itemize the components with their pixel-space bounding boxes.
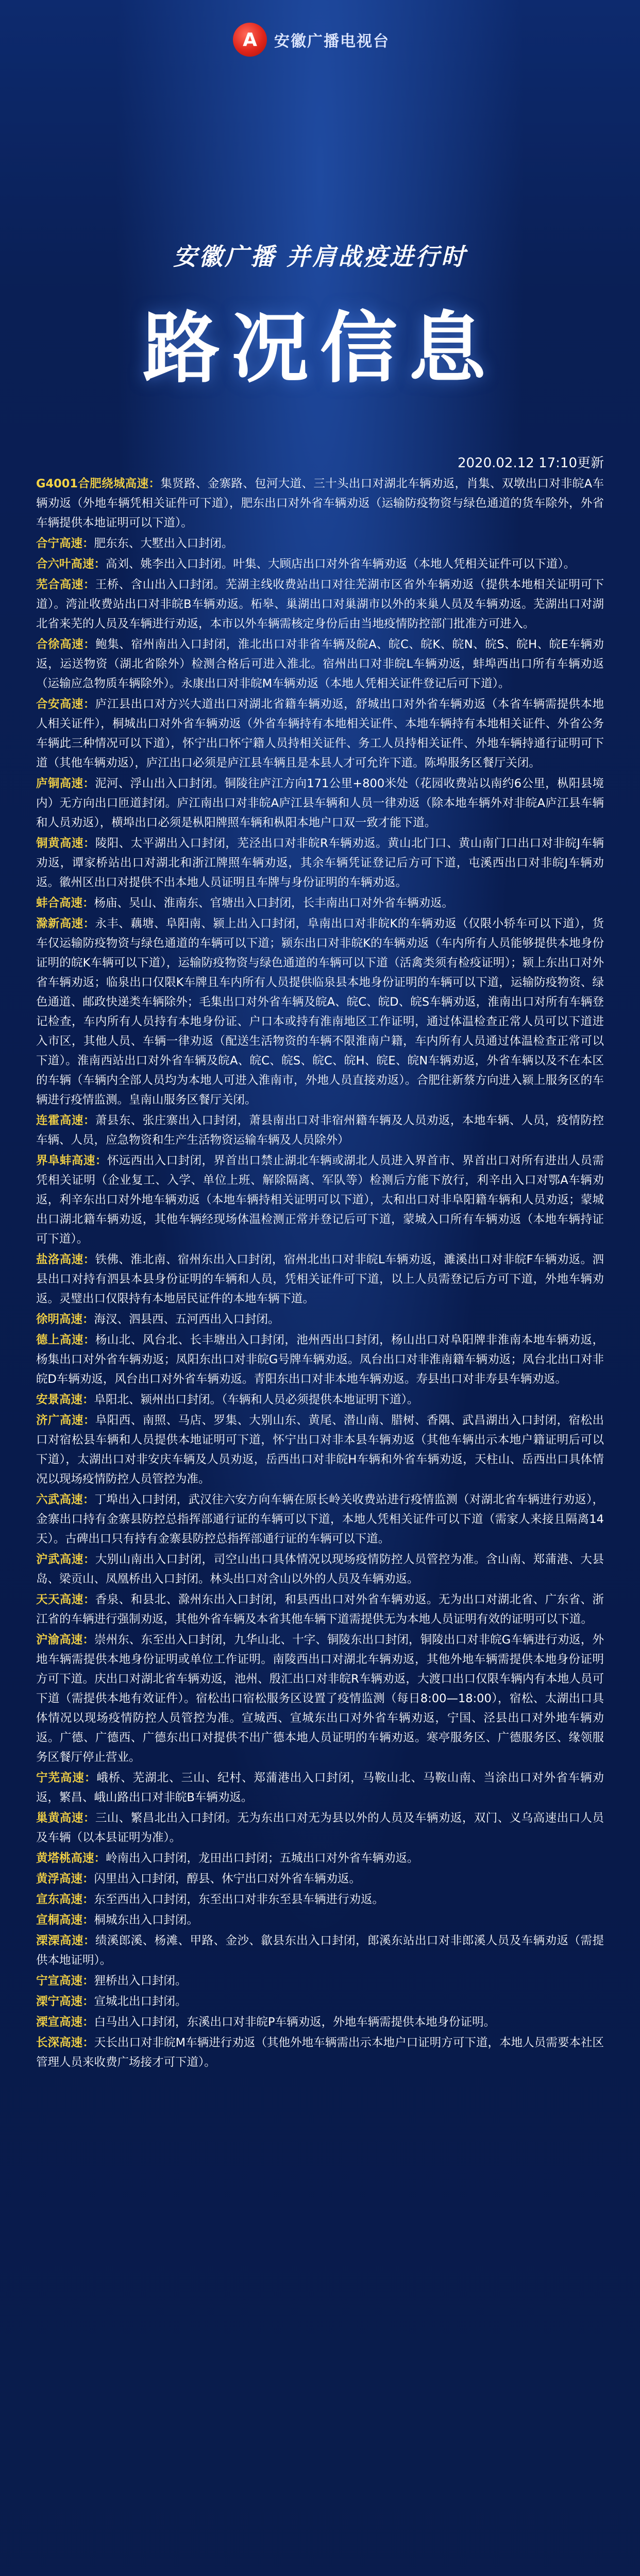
road-name: 合安高速： (36, 698, 95, 711)
road-name: 济广高速： (36, 1414, 95, 1427)
road-entry (36, 1768, 604, 1808)
road-status: 泥河、浮山出入口封闭。铜陵往庐江方向171公里+800米处（花园收费站以南约6公里，枞阳县境内）无方向出口匝道封闭。庐江南出口对非皖A庐江县车辆和人员一律劝返（除本地车辆外对非皖A庐江县车辆和人员劝返），横埠出口必须是枞阳牌照车辆和枞阳本地户口双一致才能下道。 (36, 777, 604, 829)
road-status: 杨庙、吴山、淮南东、官塘出入口封闭，长丰南出口对外省车辆劝返。 (94, 896, 454, 910)
page-title: 路况信息 (142, 303, 497, 394)
road-name: G4001合肥绕城高速： (36, 477, 161, 490)
road-entry (36, 2012, 604, 2033)
road-entry (36, 575, 604, 635)
road-status: 崇州东、东至出入口封闭，九华山北、十字、铜陵东出口封闭，铜陵出口对非皖G车辆进行劝返，外地车辆需提供本地身份证明或单位工作证明。南陵西出口对湖北车辆劝返，其他外地车辆需提供本地身份证明方可下道。庆出口对湖北省车辆劝返，池州、殷汇出口对非皖R车辆劝返，大渡口出口仅限车辆内有本地人员可下道（需提供本地有效证件）。宿松出口宿松服务区设置了疫情监测（每日8:00—18:00），宿松、太湖出口具体情况以现场疫情防控人员管控为准。宣城西、宣城东出口对外省车辆劝返，宁国、泾县出口对外地车辆劝返。广德、广德西、广德东出口对提供不出广德本地人员证明的车辆劝返。寒亭服务区、广德服务区、缘领服务区餐厅停止营业。 (36, 1633, 604, 1764)
road-entry (36, 1931, 604, 1971)
road-status: 萧县东、张庄寨出入口封闭，萧县南出口对非宿州籍车辆及人员劝返，本地车辆、人员，疫情防控车辆、人员，应急物资和生产生活物资运输车辆及人员除外） (36, 1114, 604, 1147)
road-status: 集贤路、金寨路、包河大道、三十头出口对湖北车辆劝返，肖集、双墩出口对非皖A车辆劝返（外地车辆凭相关证件可下道），肥东出口对外省车辆劝返（运输防疫物资与绿色通道的货车除外，外省车辆提供本地证明可以下道）。 (36, 477, 604, 530)
road-name: 沪武高速： (36, 1553, 95, 1566)
road-name: 徐明高速： (36, 1313, 94, 1326)
road-entry (36, 2033, 604, 2073)
road-status: 丁埠出入口封闭，武汉往六安方向车辆在原长岭关收费站进行疫情监测（对湖北省车辆进行劝返），金寨出口持有金寨县防控总指挥部通行证的车辆可以下道，本地人凭相关证件可以下道（需家人来接且隔离14天）。古碑出口只有持有金寨县防控总指挥部通行证的车辆可以下道。 (36, 1493, 604, 1546)
road-status: 东至西出入口封闭，东至出口对非东至县车辆进行劝返。 (94, 1893, 384, 1906)
road-entry (36, 1151, 604, 1250)
road-entry (36, 914, 604, 1111)
logo-icon: A (233, 23, 267, 57)
road-name: 天天高速： (36, 1593, 95, 1606)
road-entry (36, 1550, 604, 1590)
road-name: 宣桐高速： (36, 1913, 94, 1927)
road-name: 合宁高速： (36, 537, 94, 550)
road-entry (36, 1111, 604, 1151)
road-entry (36, 1310, 604, 1330)
road-status: 宣城北出口封闭。 (94, 1995, 187, 2008)
road-name: 宁宣高速： (36, 1974, 94, 1988)
road-status: 杨山北、风台北、长丰塘出入口封闭，池州西出口封闭，杨山出口对阜阳牌非淮南本地车辆劝返，杨集出口对外省车辆劝返；凤阳东出口对非皖G号牌车辆劝返。凤台出口对非淮南籍车辆劝返；凤台北出口对非皖D车辆劝返，风台出口对外省车辆劝返。青阳东出口对非本地车辆劝返。寿县出口对非寿县车辆劝返。 (36, 1333, 604, 1386)
road-status: 白马出入口封闭，东溪出口对非皖P车辆劝返，外地车辆需提供本地身份证明。 (94, 2015, 496, 2029)
road-status: 大别山南出入口封闭，司空山出口具体情况以现场疫情防控人员管控为准。含山南、郑蒲港、大县岛、梁贡山、凤凰桥出入口封闭。林头出口对含山以外的人员及车辆劝返。 (36, 1553, 604, 1586)
road-list (36, 474, 604, 2576)
road-entry (36, 635, 604, 694)
road-entry (36, 1869, 604, 1890)
road-name: 庐铜高速： (36, 777, 95, 790)
road-entry (36, 1971, 604, 1992)
road-entry (36, 1849, 604, 1869)
road-name: 铜黄高速： (36, 837, 95, 850)
road-status: 铁佛、淮北南、宿州东出入口封闭，宿州北出口对非皖L车辆劝返，濉溪出口对非皖F车辆劝返。泗县出口对持有泗县本县身份证明的车辆和人员，凭相关证件可下道，以上人员需登记后方可下道，外地车辆劝返。灵璧出口仅限持有本地居民证件的本地车辆下道。 (36, 1253, 604, 1306)
road-entry (36, 534, 604, 554)
header-bar (0, 0, 640, 108)
road-status: 高刘、姚李出入口封闭。叶集、大顾店出口对外省车辆劝返（本地人凭相关证件可以下道）。 (106, 557, 576, 571)
road-status: 阜阳北、颍州出口封闭。（车辆和人员必须提供本地证明下道）。 (94, 1393, 419, 1406)
road-name: 巢黄高速： (36, 1811, 95, 1825)
road-entry (36, 694, 604, 774)
road-name: 盐洛高速： (36, 1253, 95, 1266)
road-name: 黄塔桃高速： (36, 1852, 106, 1865)
road-entry (36, 1910, 604, 1931)
road-name: 长深高速： (36, 2036, 94, 2049)
road-status: 绩溪郎溪、杨滩、甲路、金沙、歙县东出入口封闭，郎溪东站出口对非郎溪人员及车辆劝返（需提供本地证明）。 (36, 1934, 604, 1967)
road-status: 桐城东出入口封闭。 (94, 1913, 199, 1927)
road-items (36, 474, 604, 2073)
road-status: 鲍集、宿州南出入口封闭，淮北出口对非省车辆及皖A、皖C、皖K、皖N、皖S、皖H、皖E车辆劝返，运送物资（湖北省除外）检测合格后可进入淮北。宿州出口对非皖L车辆劝返，蚌埠西出口所有车辆劝返（运输应急物质车辆除外）。永康出口对非皖M车辆劝返（本地人凭相关证件登记后可下道）。 (36, 638, 604, 690)
road-name: 溧宁高速： (36, 1995, 94, 2008)
road-entry (36, 554, 604, 575)
road-name: 黄浮高速： (36, 1872, 94, 1886)
road-entry (36, 1330, 604, 1390)
road-name: 芜合高速： (36, 578, 95, 591)
road-entry (36, 1992, 604, 2012)
road-entry (36, 834, 604, 893)
road-entry (36, 1890, 604, 1910)
road-name: 德上高速： (36, 1333, 95, 1347)
road-name: 合六叶高速： (36, 557, 106, 571)
road-status: 王桥、含山出入口封闭。芜湖主线收费站出口对往芜湖市区省外车辆劝返（提供本地相关证明可下道）。湾沚收费站出口对非皖B车辆劝返。柘皋、巢湖出口对巢湖市以外的来巢人员及车辆劝返。芜湖出口对湖北省来芜的人员及车辆进行劝返，本市以外车辆需核定身份后由当地疫情防控部门批准方可进入。 (36, 578, 604, 631)
road-status: 闪里出入口封闭，醇县、休宁出口对外省车辆劝返。 (94, 1872, 361, 1886)
road-name: 沪渝高速： (36, 1633, 94, 1647)
road-name: 溧溧高速： (36, 1934, 95, 1947)
road-entry (36, 1250, 604, 1310)
road-name: 六武高速： (36, 1493, 95, 1506)
road-name: 滁新高速： (36, 917, 95, 930)
road-status: 肥东东、大墅出入口封闭。 (94, 537, 233, 550)
road-entry (36, 774, 604, 834)
road-status: 阜阳西、南照、马店、罗集、大别山东、黄尾、潜山南、腊树、香隅、武昌湖出入口封闭，宿松出口对宿松县车辆和人员提供本地证明可下道，怀宁出口对非本县车辆劝返（其他车辆出示本地户籍证明后可以下道），太湖出口对非安庆车辆及人员劝返，岳西出口对非皖H车辆和外省车辆劝返，天柱山、岳西出口具体情况以现场疫情防控人员管控为准。 (36, 1414, 604, 1486)
road-name: 蚌合高速： (36, 896, 94, 910)
road-entry (36, 1630, 604, 1768)
road-status: 峨桥、芜湖北、三山、纪村、郑蒲港出入口封闭，马鞍山北、马鞍山南、当涂出口对外省车辆劝返，繁昌、峨山路出口对非皖B车辆劝返。 (36, 1771, 604, 1804)
update-timestamp: 2020.02.12 17:10更新 (457, 455, 604, 471)
road-name: 界阜蚌高速： (36, 1154, 107, 1167)
road-entry (36, 474, 604, 534)
road-entry (36, 893, 604, 914)
road-entry (36, 1411, 604, 1490)
road-entry (36, 1390, 604, 1411)
road-name: 安景高速： (36, 1393, 94, 1406)
logo-text: 安徽广播电视台 (274, 32, 390, 50)
road-name: 溧宣高速： (36, 2015, 94, 2029)
road-status: 庐江县出口对方兴大道出口对湖北省籍车辆劝返，舒城出口对外省车辆劝返（本省车辆需提供本地人相关证件），桐城出口对外省车辆劝返（外省车辆持有本地相关证件、本地车辆持有本地相关证件、外省公务车辆此三种情况可以下道），怀宁出口怀宁籍人员持相关证件、务工人员持相关证件、外地车辆持通行证明可下道（其他车辆劝返），庐江出口必须是庐江县车辆且是本县人才可允许下道。陈埠服务区餐厅关闭。 (36, 698, 604, 770)
road-status: 陵阳、太平湖出入口封闭，芜泾出口对非皖R车辆劝返。黄山北门口、黄山南门口出口对非皖J车辆劝返，谭家桥站出口对湖北和浙江牌照车辆劝返，其余车辆凭证登记后方可下道，屯溪西出口对非皖J车辆劝返。徽州区出口对提供不出本地人员证明且车牌与身份证明的车辆劝返。 (36, 837, 604, 889)
road-status: 岭南出入口封闭，龙田出口封闭；五城出口对外省车辆劝返。 (106, 1852, 419, 1865)
road-status: 永丰、藕塘、阜阳南、颍上出入口封闭，阜南出口对非皖K的车辆劝返（仅限小轿车可以下道），货车仅运输防疫物资与绿色通道的车辆可以下道；颍东出口对非皖K的车辆劝返（车内所有人员能够提供本地身份证明的皖K车辆可以下道），运输防疫物资与绿色通道的车辆可以下道（活禽类须有检疫证明）；颍上东出口对外省车辆劝返；临泉出口仅限K车牌且车内所有人员提供临泉县本地身份证明的车辆可以下道，运输防疫物资、绿色通道、邮政快递类车辆除外；毛集出口对外省车辆及皖A、皖C、皖D、皖S车辆劝返，淮南出口对所有车辆登记检查，车内所有人员持有本地身份证、户口本或持有淮南地区工作证明，通过体温检查正常人员可以下道进入市区，其他人员、车辆一律劝返（配送生活物资的车辆不限淮南户籍，车内所有人员通过体温检查正常可以下道）。淮南西站出口对外省车辆及皖A、皖C、皖S、皖C、皖H、皖E、皖N车辆劝返，外省车辆以及不在本区的车辆（车辆内全部人员均为本地人可进入淮南市，外地人员直接劝返）。合肥往新蔡方向进入颍上服务区的车辆进行疫情监测。皇南山服务区餐厅关闭。 (36, 917, 604, 1107)
road-status: 狸桥出入口封闭。 (94, 1974, 187, 1988)
road-name: 合徐高速： (36, 638, 96, 651)
station-logo (233, 22, 407, 58)
road-entry (36, 1808, 604, 1849)
road-status: 香泉、和县北、滁州东出入口封闭，和县西出口对外省车辆劝返。无为出口对湖北省、广东省、浙江省的车辆进行强制劝返，其他外省车辆及本省其他车辆下道需提供无为本地人员证明有效的证明可以下道。 (36, 1593, 604, 1626)
slogan: 安徽广播 并肩战疫进行时 (173, 243, 467, 270)
road-status: 天长出口对非皖M车辆进行劝返（其他外地车辆需出示本地户口证明方可下道，本地人员需要本社区管理人员来收费广场接才可下道）。 (36, 2036, 604, 2069)
road-name: 宣东高速： (36, 1893, 94, 1906)
road-name: 连霍高速： (36, 1114, 95, 1127)
road-entry (36, 1590, 604, 1630)
road-name: 宁芜高速： (36, 1771, 97, 1785)
road-status: 三山、繁昌北出入口封闭。无为东出口对无为县以外的人员及车辆劝返，双门、义乌高速出口人员及车辆（以本县证明为准）。 (36, 1811, 604, 1844)
road-entry (36, 1490, 604, 1550)
road-status: 怀远西出入口封闭，界首出口禁止湖北车辆或湖北人员进入界首市、界首出口对所有进出人员需凭相关证明（企业复工、入学、单位上班、解除隔离、军队等）检测后方能下放行，利辛出入口对鄂A车辆劝返，利辛东出口对外地车辆劝返（本地车辆持相关证明可以下道），太和出口对非阜阳籍车辆和人员劝返；蒙城出口湖北籍车辆劝返，其他车辆经现场体温检测正常并登记后可下道，蒙城入口所有车辆劝返（本地车辆持证可下道）。 (36, 1154, 604, 1246)
road-status: 海汊、泗县西、五河西出入口封闭。 (94, 1313, 280, 1326)
